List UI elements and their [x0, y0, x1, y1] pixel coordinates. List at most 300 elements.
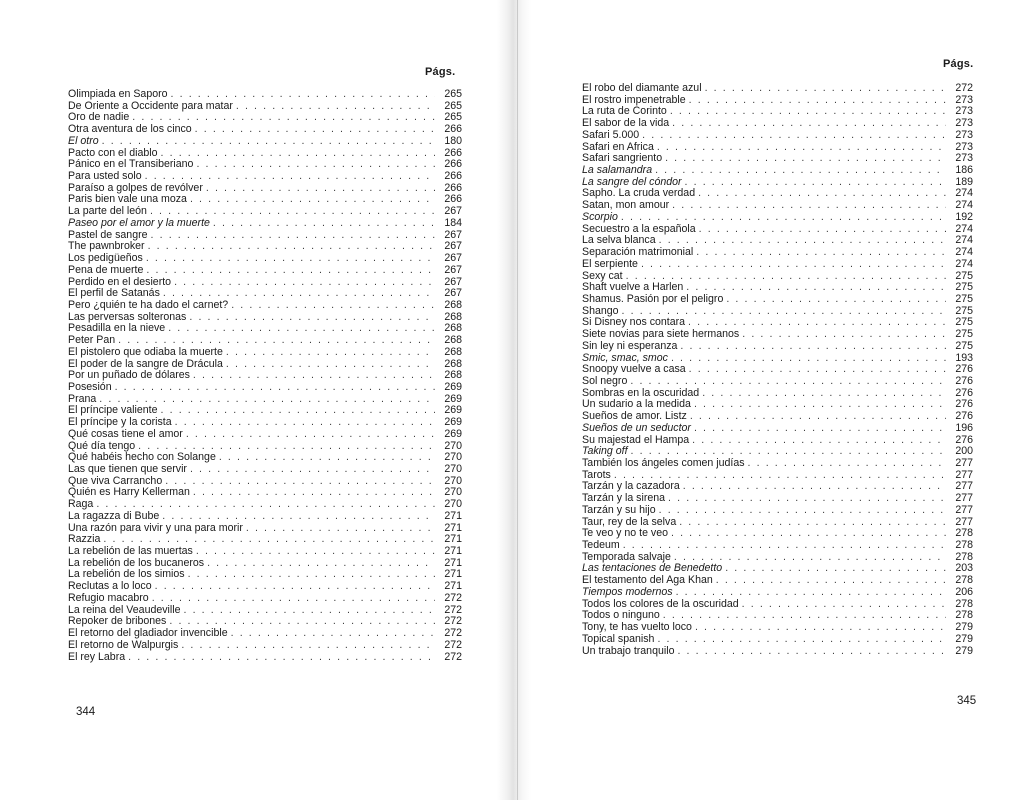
entry-page-number: 270 [444, 451, 462, 464]
entry-title: Te veo y no te veo [582, 527, 668, 540]
dot-leader [231, 300, 435, 312]
entry-title: Sueños de un seductor [582, 421, 691, 434]
index-entry [582, 259, 973, 271]
entry-title: Sueños de amor. Listz [582, 410, 687, 423]
dot-leader [630, 376, 946, 388]
dot-leader [679, 517, 946, 529]
entry-title: Todos o ninguno [582, 609, 660, 622]
entry-page-number: 265 [444, 99, 462, 112]
entry-page-number: 279 [955, 632, 973, 645]
dot-leader [676, 587, 946, 599]
entry-page-number: 277 [955, 492, 973, 505]
entry-title: Safari sangriento [582, 152, 663, 165]
entry-page-number: 193 [955, 351, 973, 364]
entry-page-number: 268 [444, 369, 462, 382]
entry-page-number: 274 [955, 222, 973, 235]
entry-title: Secuestro a la española [582, 222, 696, 235]
entry-page-number: 269 [444, 427, 462, 440]
entry-title: La ragazza di Bube [68, 509, 160, 522]
entry-title: Refugio macabro [68, 591, 149, 604]
dot-leader [175, 417, 435, 429]
dot-leader [668, 493, 946, 505]
entry-title: El retorno de Walpurgis [68, 638, 179, 651]
entry-title: Oro de nadie [68, 111, 130, 124]
entry-page-number: 266 [444, 146, 462, 159]
entry-title: Satan, mon amour [582, 199, 670, 212]
dot-leader [677, 646, 946, 658]
entry-page-number: 273 [955, 105, 973, 118]
entry-title: Sin ley ni esperanza [582, 339, 678, 352]
entry-title: Un trabajo tranquilo [582, 644, 675, 657]
dot-leader [219, 452, 435, 464]
index-entry [68, 511, 462, 523]
entry-page-number: 276 [955, 374, 973, 387]
entry-title: El príncipe y la corista [68, 416, 172, 429]
entry-title: Paseo por el amor y la muerte [68, 216, 210, 229]
entry-page-number: 276 [955, 398, 973, 411]
dot-leader [623, 540, 946, 552]
dot-leader [699, 224, 946, 236]
entry-page-number: 274 [955, 199, 973, 212]
dot-leader [115, 382, 435, 394]
dot-leader [671, 528, 946, 540]
index-entry [68, 300, 462, 312]
entry-page-number: 274 [955, 257, 973, 270]
entry-page-number: 271 [444, 545, 462, 558]
entry-page-number: 277 [955, 480, 973, 493]
entry-page-number: 273 [955, 140, 973, 153]
entry-title: Pesadilla en la nieve [68, 322, 166, 335]
dot-leader [226, 359, 435, 371]
entry-title: Olimpiada en Saporo [68, 88, 168, 100]
entry-title: Shango [582, 304, 619, 317]
dot-leader [181, 640, 435, 652]
entry-title: Shamus. Pasión por el peligro [582, 292, 724, 305]
dot-leader [174, 277, 435, 289]
dot-leader [748, 458, 946, 470]
entry-title: Sapho. La cruda verdad [582, 187, 696, 200]
entry-page-number: 272 [444, 638, 462, 651]
dot-leader [193, 370, 435, 382]
entry-page-number: 277 [955, 468, 973, 481]
entry-title: Pacto con el diablo [68, 146, 158, 159]
entry-title: Las perversas solteronas [68, 310, 187, 323]
entry-title: La rebelión de las muertas [68, 545, 193, 558]
dot-leader [148, 241, 435, 253]
dot-leader [195, 124, 435, 136]
entry-page-number: 269 [444, 404, 462, 417]
dot-leader [190, 194, 435, 206]
index-entry [68, 652, 462, 664]
dot-leader [659, 505, 946, 517]
index-entry [582, 294, 973, 306]
entry-title: Snoopy vuelve a casa [582, 363, 686, 376]
dot-leader [695, 622, 946, 634]
index-entry [582, 505, 973, 517]
entry-page-number: 278 [955, 597, 973, 610]
entry-page-number: 278 [955, 609, 973, 622]
dot-leader [165, 476, 435, 488]
dot-leader [146, 265, 435, 277]
entry-page-number: 268 [444, 298, 462, 311]
entry-page-number: 272 [444, 627, 462, 640]
index-entry [582, 83, 973, 95]
entry-title: Taur, rey de la selva [582, 515, 677, 528]
entry-title: Otra aventura de los cinco [68, 123, 192, 136]
dot-leader [659, 235, 946, 247]
dot-leader [726, 294, 946, 306]
dot-leader [689, 364, 946, 376]
entry-title: Sexy cat [582, 269, 623, 282]
dot-leader [690, 411, 946, 423]
page-number: 345 [957, 695, 977, 707]
entry-title: Las que tienen que servir [68, 463, 187, 475]
dot-leader [670, 106, 946, 118]
entry-page-number: 184 [444, 216, 462, 229]
index-entry [68, 218, 462, 230]
entry-page-number: 276 [955, 363, 973, 376]
entry-page-number: 267 [444, 228, 462, 241]
entry-title: Tony, te has vuelto loco [582, 621, 692, 634]
entry-title: La rebelión de los bucaneros [68, 556, 205, 569]
right-page [525, 0, 1031, 800]
entry-title: Quién es Harry Kellerman [68, 486, 190, 499]
entry-page-number: 265 [444, 111, 462, 124]
dot-leader [151, 230, 435, 242]
entry-page-number: 272 [444, 615, 462, 628]
entry-page-number: 275 [955, 339, 973, 352]
entry-page-number: 270 [444, 463, 462, 475]
entry-page-number: 271 [444, 580, 462, 593]
entry-page-number: 267 [444, 240, 462, 253]
dot-leader [152, 593, 435, 605]
entry-title: Para usted solo [68, 170, 142, 183]
entry-title: Tarzán y la cazadora [582, 480, 680, 493]
index-entry [582, 118, 973, 130]
dot-leader [642, 130, 946, 142]
dot-leader [665, 153, 946, 165]
entry-title: Pánico en el Transiberiano [68, 158, 194, 171]
entry-title: The pawnbroker [68, 240, 145, 253]
dot-leader [694, 423, 946, 435]
dot-leader [146, 253, 435, 265]
dot-leader [621, 212, 946, 224]
entry-title: El rey Labra [68, 650, 126, 663]
dot-leader [657, 634, 946, 646]
entry-page-number: 271 [444, 521, 462, 534]
dot-leader [655, 165, 946, 177]
entry-title: Shaft vuelve a Harlen [582, 281, 684, 294]
entry-page-number: 270 [444, 498, 462, 511]
entry-title: El rostro impenetrable [582, 93, 686, 106]
index-entry [68, 640, 462, 652]
entry-title: Paris bien vale una moza [68, 193, 187, 206]
dot-leader [698, 188, 946, 200]
entry-title: Siete novias para siete hermanos [582, 328, 740, 341]
dot-leader [236, 101, 435, 113]
entry-page-number: 265 [444, 88, 462, 100]
entry-page-number: 275 [955, 304, 973, 317]
index-entry [68, 136, 462, 148]
page-number: 344 [76, 706, 96, 718]
entry-page-number: 268 [444, 322, 462, 335]
entry-page-number: 273 [955, 93, 973, 106]
left-page [0, 0, 505, 800]
entry-page-number: 196 [955, 421, 973, 434]
entry-title: El príncipe valiente [68, 404, 158, 417]
entry-title: Tarzán y su hijo [582, 503, 656, 516]
dot-leader [168, 323, 435, 335]
dot-leader [207, 558, 435, 570]
index-list [68, 89, 462, 663]
entry-page-number: 268 [444, 310, 462, 323]
pages-column-header: Págs. [943, 58, 974, 70]
entry-page-number: 270 [444, 439, 462, 452]
book-spine-line [517, 0, 518, 800]
index-entry [582, 200, 973, 212]
entry-page-number: 269 [444, 380, 462, 393]
dot-leader [246, 523, 435, 535]
entry-title: Posesión [68, 380, 112, 393]
entry-title: Prana [68, 392, 97, 405]
index-entry [68, 370, 462, 382]
entry-page-number: 270 [444, 486, 462, 499]
entry-title: La rebelión de los simios [68, 568, 185, 581]
entry-title: La reina del Veaudeville [68, 603, 181, 616]
index-entry [582, 423, 973, 435]
dot-leader [206, 183, 435, 195]
dot-leader [162, 511, 435, 523]
dot-leader [696, 247, 946, 259]
entry-title: De Oriente a Occidente para matar [68, 99, 233, 112]
entry-title: El serpiente [582, 257, 638, 270]
dot-leader [725, 563, 946, 575]
entry-title: Temporada salvaje [582, 550, 671, 563]
entry-title: La salamandra [582, 164, 653, 177]
index-entry [582, 587, 973, 599]
entry-page-number: 206 [955, 585, 973, 598]
entry-page-number: 267 [444, 252, 462, 265]
index-entry [582, 341, 973, 353]
dot-leader [641, 259, 946, 271]
entry-title: Razzia [68, 533, 101, 546]
entry-page-number: 268 [444, 334, 462, 347]
entry-page-number: 268 [444, 345, 462, 358]
dot-leader [742, 599, 946, 611]
entry-title: Pastel de sangre [68, 228, 148, 241]
entry-page-number: 266 [444, 181, 462, 194]
entry-title: Que viva Carrancho [68, 474, 163, 487]
entry-page-number: 274 [955, 234, 973, 247]
index-entry [582, 212, 973, 224]
entry-title: Qué habéis hecho con Solange [68, 451, 216, 464]
entry-page-number: 276 [955, 433, 973, 446]
entry-page-number: 278 [955, 550, 973, 563]
dot-leader [171, 89, 435, 101]
dot-leader [161, 148, 435, 160]
dot-leader [145, 171, 435, 183]
index-entry [68, 487, 462, 499]
entry-title: El poder de la sangre de Drácula [68, 357, 223, 370]
index-entry [582, 435, 973, 447]
entry-title: Qué cosas tiene el amor [68, 427, 183, 440]
entry-title: Safari 5.000 [582, 128, 640, 141]
entry-title: Las tentaciones de Benedetto [582, 562, 723, 575]
dot-leader [186, 429, 435, 441]
entry-page-number: 266 [444, 123, 462, 136]
dot-leader [686, 282, 946, 294]
entry-title: El pistolero que odiaba la muerte [68, 345, 223, 358]
index-entry [582, 130, 973, 142]
entry-page-number: 266 [444, 193, 462, 206]
entry-page-number: 275 [955, 292, 973, 305]
index-entry [68, 464, 462, 476]
index-entry [68, 323, 462, 335]
index-entry [68, 89, 462, 101]
entry-page-number: 275 [955, 281, 973, 294]
entry-title: El otro [68, 134, 99, 147]
entry-page-number: 272 [444, 650, 462, 663]
dot-leader [128, 652, 435, 664]
entry-title: Scorpio [582, 210, 618, 223]
dot-leader [689, 95, 946, 107]
entry-page-number: 271 [444, 533, 462, 546]
dot-leader [231, 628, 435, 640]
entry-title: El robo del diamante azul [582, 82, 702, 94]
index-entry [68, 265, 462, 277]
entry-title: Tiempos modernos [582, 585, 673, 598]
entry-page-number: 273 [955, 152, 973, 165]
entry-title: Reclutas a lo loco [68, 580, 152, 593]
entry-title: Paraíso a golpes de revólver [68, 181, 203, 194]
entry-page-number: 267 [444, 263, 462, 276]
entry-title: Tedeum [582, 539, 620, 552]
entry-title: Perdido en el desierto [68, 275, 172, 288]
entry-title: Sombras en la oscuridad [582, 386, 700, 399]
dot-leader [102, 136, 435, 148]
entry-page-number: 277 [955, 503, 973, 516]
dot-leader [657, 142, 946, 154]
entry-title: Raga [68, 498, 94, 511]
index-entry [68, 523, 462, 535]
entry-title: La ruta de Corinto [582, 105, 667, 118]
entry-title: Topical spanish [582, 632, 655, 645]
entry-page-number: 267 [444, 287, 462, 300]
dot-leader [716, 575, 946, 587]
dot-leader [213, 218, 435, 230]
entry-title: Peter Pan [68, 334, 116, 347]
entry-title: Una razón para vivir y una para morir [68, 521, 243, 534]
entry-page-number: 277 [955, 457, 973, 469]
index-entry [582, 458, 973, 470]
index-entry [68, 171, 462, 183]
index-entry [582, 528, 973, 540]
entry-page-number: 273 [955, 128, 973, 141]
dot-leader [680, 341, 946, 353]
dot-leader [184, 605, 436, 617]
entry-title: Tarots [582, 468, 611, 481]
dot-leader [742, 329, 946, 341]
entry-page-number: 270 [444, 474, 462, 487]
entry-title: Tarzán y la sirena [582, 492, 666, 505]
entry-title: Si Disney nos contara [582, 316, 686, 329]
index-entry [582, 165, 973, 177]
dot-leader [671, 353, 946, 365]
dot-leader [196, 159, 435, 171]
entry-title: Repoker de bribones [68, 615, 167, 628]
entry-title: Todos los colores de la oscuridad [582, 597, 739, 610]
index-entry [68, 546, 462, 558]
index-entry [582, 646, 973, 658]
entry-title: El retorno del gladiador invencible [68, 627, 228, 640]
index-entry [68, 124, 462, 136]
entry-page-number: 279 [955, 621, 973, 634]
entry-title: Su majestad el Hampa [582, 433, 690, 446]
entry-page-number: 275 [955, 316, 973, 329]
entry-page-number: 271 [444, 556, 462, 569]
entry-page-number: 266 [444, 158, 462, 171]
entry-title: Los pedigüeños [68, 252, 143, 265]
entry-title: Sol negro [582, 374, 628, 387]
entry-page-number: 272 [444, 603, 462, 616]
index-entry [68, 429, 462, 441]
entry-page-number: 273 [955, 117, 973, 130]
entry-page-number: 275 [955, 328, 973, 341]
index-entry [582, 376, 973, 388]
entry-page-number: 267 [444, 275, 462, 288]
dot-leader [193, 487, 435, 499]
entry-title: Safari en Africa [582, 140, 654, 153]
dot-leader [196, 546, 435, 558]
dot-leader [663, 610, 946, 622]
entry-title: Un sudario a la medida [582, 398, 691, 411]
entry-title: Qué día tengo [68, 439, 136, 452]
dot-leader [188, 569, 435, 581]
index-entry [68, 593, 462, 605]
dot-leader [683, 481, 946, 493]
entry-page-number: 200 [955, 445, 973, 458]
entry-page-number: 266 [444, 170, 462, 183]
entry-page-number: 274 [955, 246, 973, 259]
dot-leader [155, 581, 435, 593]
entry-title: Pena de muerte [68, 263, 144, 276]
dot-leader [705, 83, 946, 95]
entry-page-number: 278 [955, 539, 973, 552]
dot-leader [692, 435, 946, 447]
entry-page-number: 271 [444, 509, 462, 522]
entry-title: La parte del león [68, 205, 147, 218]
entry-page-number: 275 [955, 269, 973, 282]
entry-title: El perfil de Satanás [68, 287, 160, 300]
dot-leader [161, 405, 435, 417]
entry-page-number: 279 [955, 644, 973, 657]
dot-leader [702, 388, 946, 400]
entry-title: La selva blanca [582, 234, 656, 247]
entry-title: Smic, smac, smoc [582, 351, 668, 364]
entry-title: El testamento del Aga Khan [582, 574, 713, 587]
entry-page-number: 271 [444, 568, 462, 581]
entry-page-number: 278 [955, 574, 973, 587]
dot-leader [694, 399, 946, 411]
entry-page-number: 267 [444, 205, 462, 218]
index-list [582, 83, 973, 657]
entry-page-number: 276 [955, 410, 973, 423]
entry-page-number: 274 [955, 187, 973, 200]
dot-leader [190, 464, 435, 476]
entry-title: Pero ¿quién te ha dado el carnet? [68, 298, 229, 311]
entry-page-number: 180 [444, 134, 462, 147]
entry-page-number: 269 [444, 392, 462, 405]
